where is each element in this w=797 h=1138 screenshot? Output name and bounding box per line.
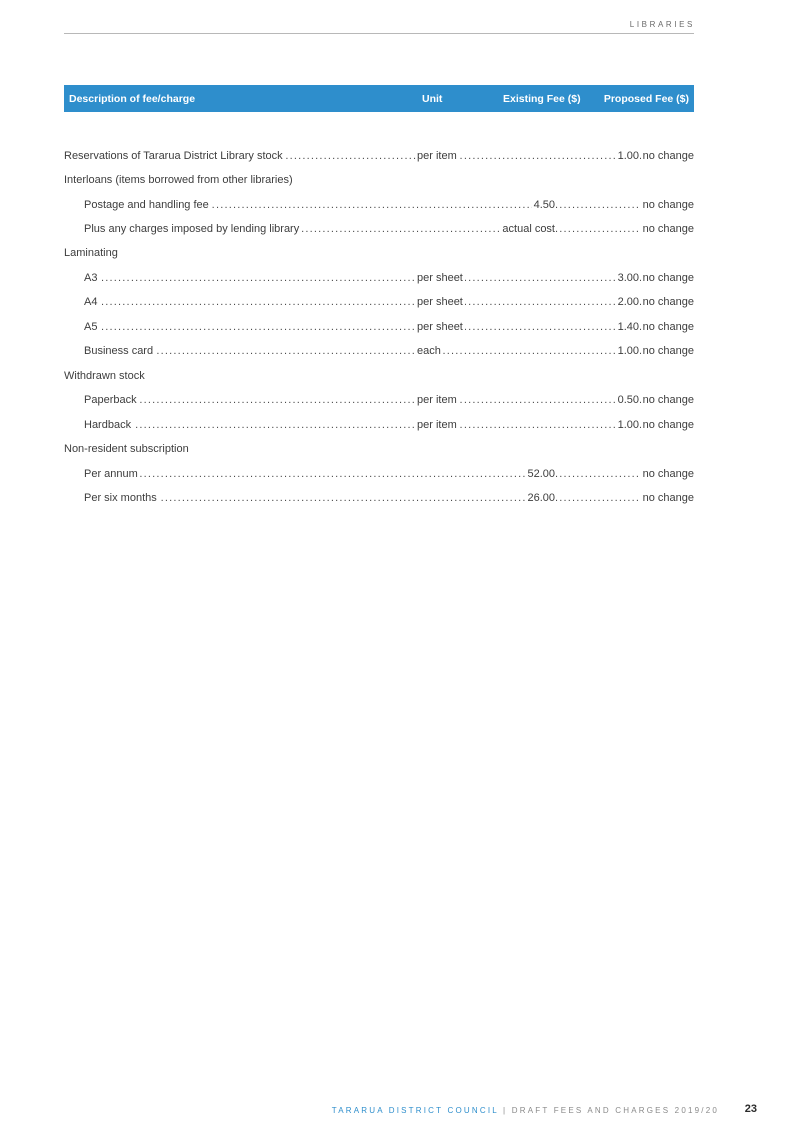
fee-description: Paperback: [84, 394, 137, 406]
existing-fee: 2.00: [617, 296, 639, 308]
existing-fee: 4.50: [533, 199, 555, 211]
column-header-unit: Unit: [422, 93, 443, 105]
existing-fee: 1.00: [617, 150, 639, 162]
proposed-fee: ..... no change: [642, 223, 694, 235]
footer-separator: |: [503, 1106, 508, 1115]
existing-fee: 3.00: [617, 272, 639, 284]
existing-fee: 52.00: [527, 468, 555, 480]
fee-unit: per sheet: [417, 321, 463, 333]
existing-fee: 0.50: [617, 394, 639, 406]
existing-fee: 26.00: [527, 492, 555, 504]
fee-description: Hardback: [84, 419, 132, 431]
fee-unit: per sheet: [417, 272, 463, 284]
fee-description: Per six months: [84, 492, 157, 504]
proposed-fee: ..... no change: [642, 296, 694, 308]
fee-group-non-resident: [64, 441, 694, 457]
fee-description: Reservations of Tararua District Library stock: [64, 150, 283, 162]
section-title: LIBRARIES: [629, 20, 695, 29]
header-divider: [64, 33, 694, 34]
column-header-description: Description of fee/charge: [69, 93, 196, 105]
fee-description: Business card: [84, 345, 154, 357]
fee-row-business-card: [84, 343, 694, 359]
proposed-fee: ..... no change: [642, 492, 694, 504]
fee-unit: per item: [417, 394, 457, 406]
fee-row-lending-charges: [84, 221, 694, 237]
fee-row-postage: [84, 197, 694, 213]
proposed-fee: ..... no change: [642, 321, 694, 333]
proposed-fee: ..... no change: [642, 419, 694, 431]
fee-group-interloans: [64, 172, 694, 188]
fee-table-header: [64, 85, 694, 112]
proposed-fee: ..... no change: [642, 468, 694, 480]
fee-row-per-annum: [84, 466, 694, 482]
group-heading: Non-resident subscription: [64, 443, 189, 455]
group-heading: Laminating: [64, 247, 118, 259]
page-number: 23: [744, 1103, 757, 1115]
existing-fee: 1.00: [617, 419, 639, 431]
page-footer: [332, 1106, 719, 1115]
fee-row-hardback: [84, 417, 694, 433]
fee-row-a5: [84, 319, 694, 335]
fee-group-withdrawn-stock: [64, 368, 694, 384]
fee-row-a3: [84, 270, 694, 286]
fee-group-laminating: [64, 245, 694, 261]
footer-document-title: DRAFT FEES AND CHARGES 2019/20: [511, 1106, 719, 1115]
proposed-fee: ..... no change: [642, 150, 694, 162]
proposed-fee: ..... no change: [642, 199, 694, 211]
column-header-proposed-fee: Proposed Fee ($): [603, 93, 689, 105]
fee-description: A5: [84, 321, 98, 333]
group-heading: Interloans (items borrowed from other libraries): [64, 174, 293, 186]
column-header-existing-fee: Existing Fee ($): [503, 93, 581, 105]
proposed-fee: ..... no change: [642, 345, 694, 357]
proposed-fee: ..... no change: [642, 394, 694, 406]
existing-fee: 1.00: [617, 345, 639, 357]
fee-row-a4: [84, 294, 694, 310]
fee-description: Postage and handling fee: [84, 199, 209, 211]
fee-unit: per item: [417, 419, 457, 431]
group-heading: Withdrawn stock: [64, 370, 145, 382]
footer-organization: TARARUA DISTRICT COUNCIL: [331, 1106, 499, 1115]
fee-description: A3: [84, 272, 98, 284]
existing-fee: actual cost: [502, 223, 555, 235]
fee-description: Plus any charges imposed by lending library: [84, 223, 300, 235]
fee-row-per-six-months: [84, 490, 694, 506]
fee-unit: per sheet: [417, 296, 463, 308]
fee-description: Per annum: [84, 468, 138, 480]
fee-description: A4: [84, 296, 98, 308]
proposed-fee: ..... no change: [642, 272, 694, 284]
fee-row-paperback: [84, 392, 694, 408]
existing-fee: 1.40: [617, 321, 639, 333]
fee-row-reservations: [64, 148, 694, 164]
fee-unit: each: [417, 345, 441, 357]
fee-unit: per item: [417, 150, 457, 162]
